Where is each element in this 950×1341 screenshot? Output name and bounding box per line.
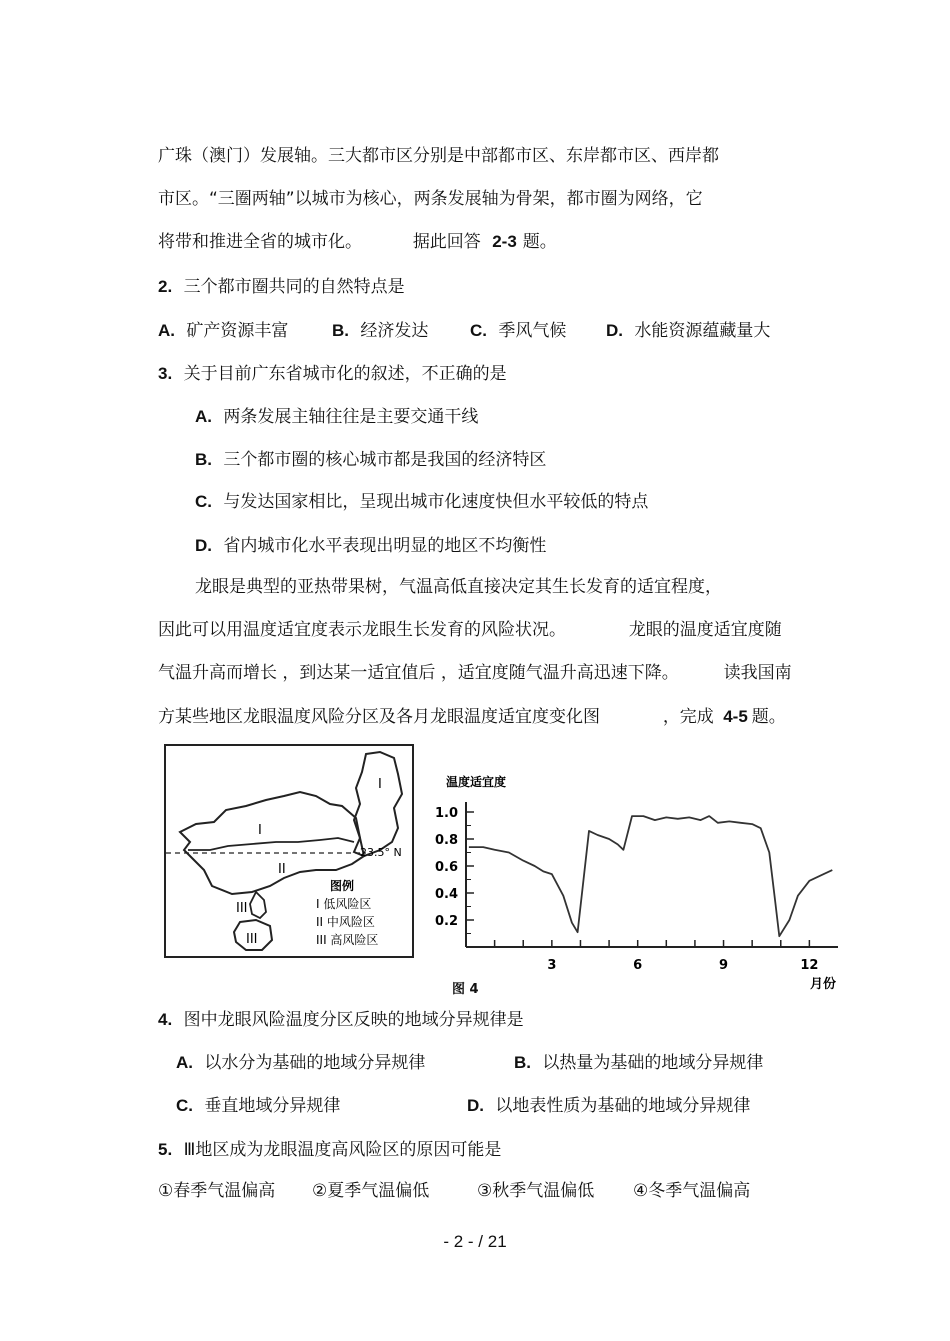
q4-option-b[interactable] <box>514 1052 763 1074</box>
option-text: 垂直地域分异规律 <box>204 1096 341 1116</box>
option-text: 水能资源蕴藏量大 <box>634 321 771 341</box>
region-label-I: I <box>258 823 262 838</box>
q2-option-b[interactable] <box>332 320 428 342</box>
option-text: 省内城市化水平表现出明显的地区不均衡性 <box>223 536 547 556</box>
question-text: 关于目前广东省城市化的叙述，不正确的是 <box>183 364 507 384</box>
paragraph-line <box>158 231 557 253</box>
paragraph-text: ，到达某一适宜值后 <box>282 663 436 683</box>
map-graphic <box>166 746 412 956</box>
paragraph-text: ，适宜度随气温升高迅速下降。 <box>440 663 679 683</box>
option-text: 经济发达 <box>360 321 429 341</box>
paragraph-line <box>158 662 792 684</box>
q5-option-2[interactable]: ②夏季气温偏低 <box>312 1181 430 1201</box>
option-text: 以热量为基础的地域分异规律 <box>542 1053 764 1073</box>
paragraph-text: 将带和推进全省的城市化。 <box>158 232 362 252</box>
question-number: 3. <box>158 364 173 383</box>
paragraph-line: 广珠（澳门）发展轴。三大都市区分别是中部都市区、东岸都市区、西岸都 <box>158 146 719 166</box>
paragraph-text: 题。 <box>522 232 557 252</box>
option-letter: B. <box>514 1053 531 1072</box>
question-text: Ⅲ地区成为龙眼温度高风险区的原因可能是 <box>183 1140 502 1160</box>
x-tick-label: 3 <box>547 958 557 973</box>
y-tick-label: 1.0 <box>434 806 458 821</box>
q3-option-d[interactable] <box>195 535 546 557</box>
q2-option-c[interactable] <box>470 320 566 342</box>
x-tick-label: 6 <box>633 958 643 973</box>
q4-option-a[interactable] <box>176 1052 425 1074</box>
paragraph-line: 龙眼是典型的亚热带果树，气温高低直接决定其生长发育的适宜程度， <box>195 577 722 597</box>
option-text: 与发达国家相比，呈现出城市化速度快但水平较低的特点 <box>223 492 649 512</box>
paragraph-line: 市区。“三圈两轴”以城市为核心，两条发展轴为骨架，都市圈为网络，它 <box>158 189 703 209</box>
question-text: 三个都市圈共同的自然特点是 <box>183 277 405 297</box>
question-4-stem <box>158 1009 524 1031</box>
y-tick-label: 0.4 <box>434 887 458 902</box>
legend-title: 图例 <box>330 879 355 893</box>
question-2-stem <box>158 276 405 298</box>
question-range: 2-3 <box>492 232 517 251</box>
q4-option-d[interactable] <box>467 1095 750 1117</box>
q3-option-c[interactable] <box>195 491 648 513</box>
y-tick-label: 0.8 <box>434 833 458 848</box>
chart-title: 温度适宜度 <box>446 775 507 789</box>
paragraph-line <box>158 706 786 728</box>
suitability-chart <box>420 742 850 997</box>
paragraph-text: 方某些地区龙眼温度风险分区及各月龙眼温度适宜度变化图 <box>158 707 600 727</box>
figure-caption: 图 4 <box>452 982 479 997</box>
option-text: 以地表性质为基础的地域分异规律 <box>495 1096 751 1116</box>
suitability-series-line <box>469 816 832 936</box>
option-letter: B. <box>332 321 349 340</box>
y-tick-label: 0.2 <box>434 914 458 929</box>
option-letter: D. <box>467 1096 484 1115</box>
paragraph-text: ，完成 <box>662 707 714 727</box>
q2-option-d[interactable] <box>606 320 770 342</box>
region-label-II: II <box>278 862 286 877</box>
option-letter: D. <box>606 321 623 340</box>
option-text: 两条发展主轴往往是主要交通干线 <box>223 407 479 427</box>
x-tick-label: 9 <box>719 958 729 973</box>
q5-option-1[interactable]: ①春季气温偏高 <box>158 1181 276 1201</box>
option-text: 三个都市圈的核心城市都是我国的经济特区 <box>223 450 547 470</box>
legend-item: I 低风险区 <box>316 897 372 911</box>
q2-option-a[interactable] <box>158 320 288 342</box>
q3-option-b[interactable] <box>195 449 546 471</box>
paragraph-text: 气温升高而增长 <box>158 663 277 683</box>
zone-boundary <box>188 838 354 850</box>
paragraph-text: 题。 <box>751 707 786 727</box>
region-label-I: I <box>378 777 382 792</box>
page-number: - 2 - / 21 <box>443 1232 507 1251</box>
region-label-III: III <box>246 932 258 947</box>
question-text: 图中龙眼风险温度分区反映的地域分异规律是 <box>183 1010 524 1030</box>
option-letter: B. <box>195 450 212 469</box>
question-3-stem <box>158 363 507 385</box>
q3-option-a[interactable] <box>195 406 478 428</box>
option-letter: A. <box>158 321 175 340</box>
paragraph-text: 据此回答 <box>412 232 481 252</box>
option-letter: A. <box>176 1053 193 1072</box>
paragraph-text: 因此可以用温度适宜度表示龙眼生长发育的风险状况。 <box>158 620 566 640</box>
option-text: 矿产资源丰富 <box>186 321 289 341</box>
paragraph-line <box>158 619 782 641</box>
option-text: 以水分为基础的地域分异规律 <box>204 1053 426 1073</box>
risk-zone-map <box>164 744 414 958</box>
option-letter: C. <box>470 321 487 340</box>
paragraph-text: 龙眼的温度适宜度随 <box>628 620 782 640</box>
peninsula-outline <box>250 892 266 918</box>
option-letter: C. <box>176 1096 193 1115</box>
x-tick-label: 12 <box>800 958 819 973</box>
question-number: 5. <box>158 1140 173 1159</box>
option-letter: D. <box>195 536 212 555</box>
paragraph-text: 读我国南 <box>723 663 792 683</box>
q5-option-4[interactable]: ④冬季气温偏高 <box>633 1181 751 1201</box>
x-axis-label: 月份 <box>810 977 837 992</box>
latitude-label: 23.5° N <box>360 846 402 859</box>
question-number: 2. <box>158 277 173 296</box>
legend-item: III 高风险区 <box>316 933 379 947</box>
q4-option-c[interactable] <box>176 1095 340 1117</box>
question-range: 4-5 <box>723 707 748 726</box>
question-number: 4. <box>158 1010 173 1029</box>
region-label-III: III <box>236 901 248 916</box>
question-5-stem <box>158 1139 501 1161</box>
y-tick-label: 0.6 <box>434 860 458 875</box>
figure-4 <box>160 742 850 997</box>
option-letter: C. <box>195 492 212 511</box>
legend-item: II 中风险区 <box>316 915 375 929</box>
option-letter: A. <box>195 407 212 426</box>
option-text: 季风气候 <box>498 321 567 341</box>
q5-option-3[interactable]: ③秋季气温偏低 <box>477 1181 595 1201</box>
